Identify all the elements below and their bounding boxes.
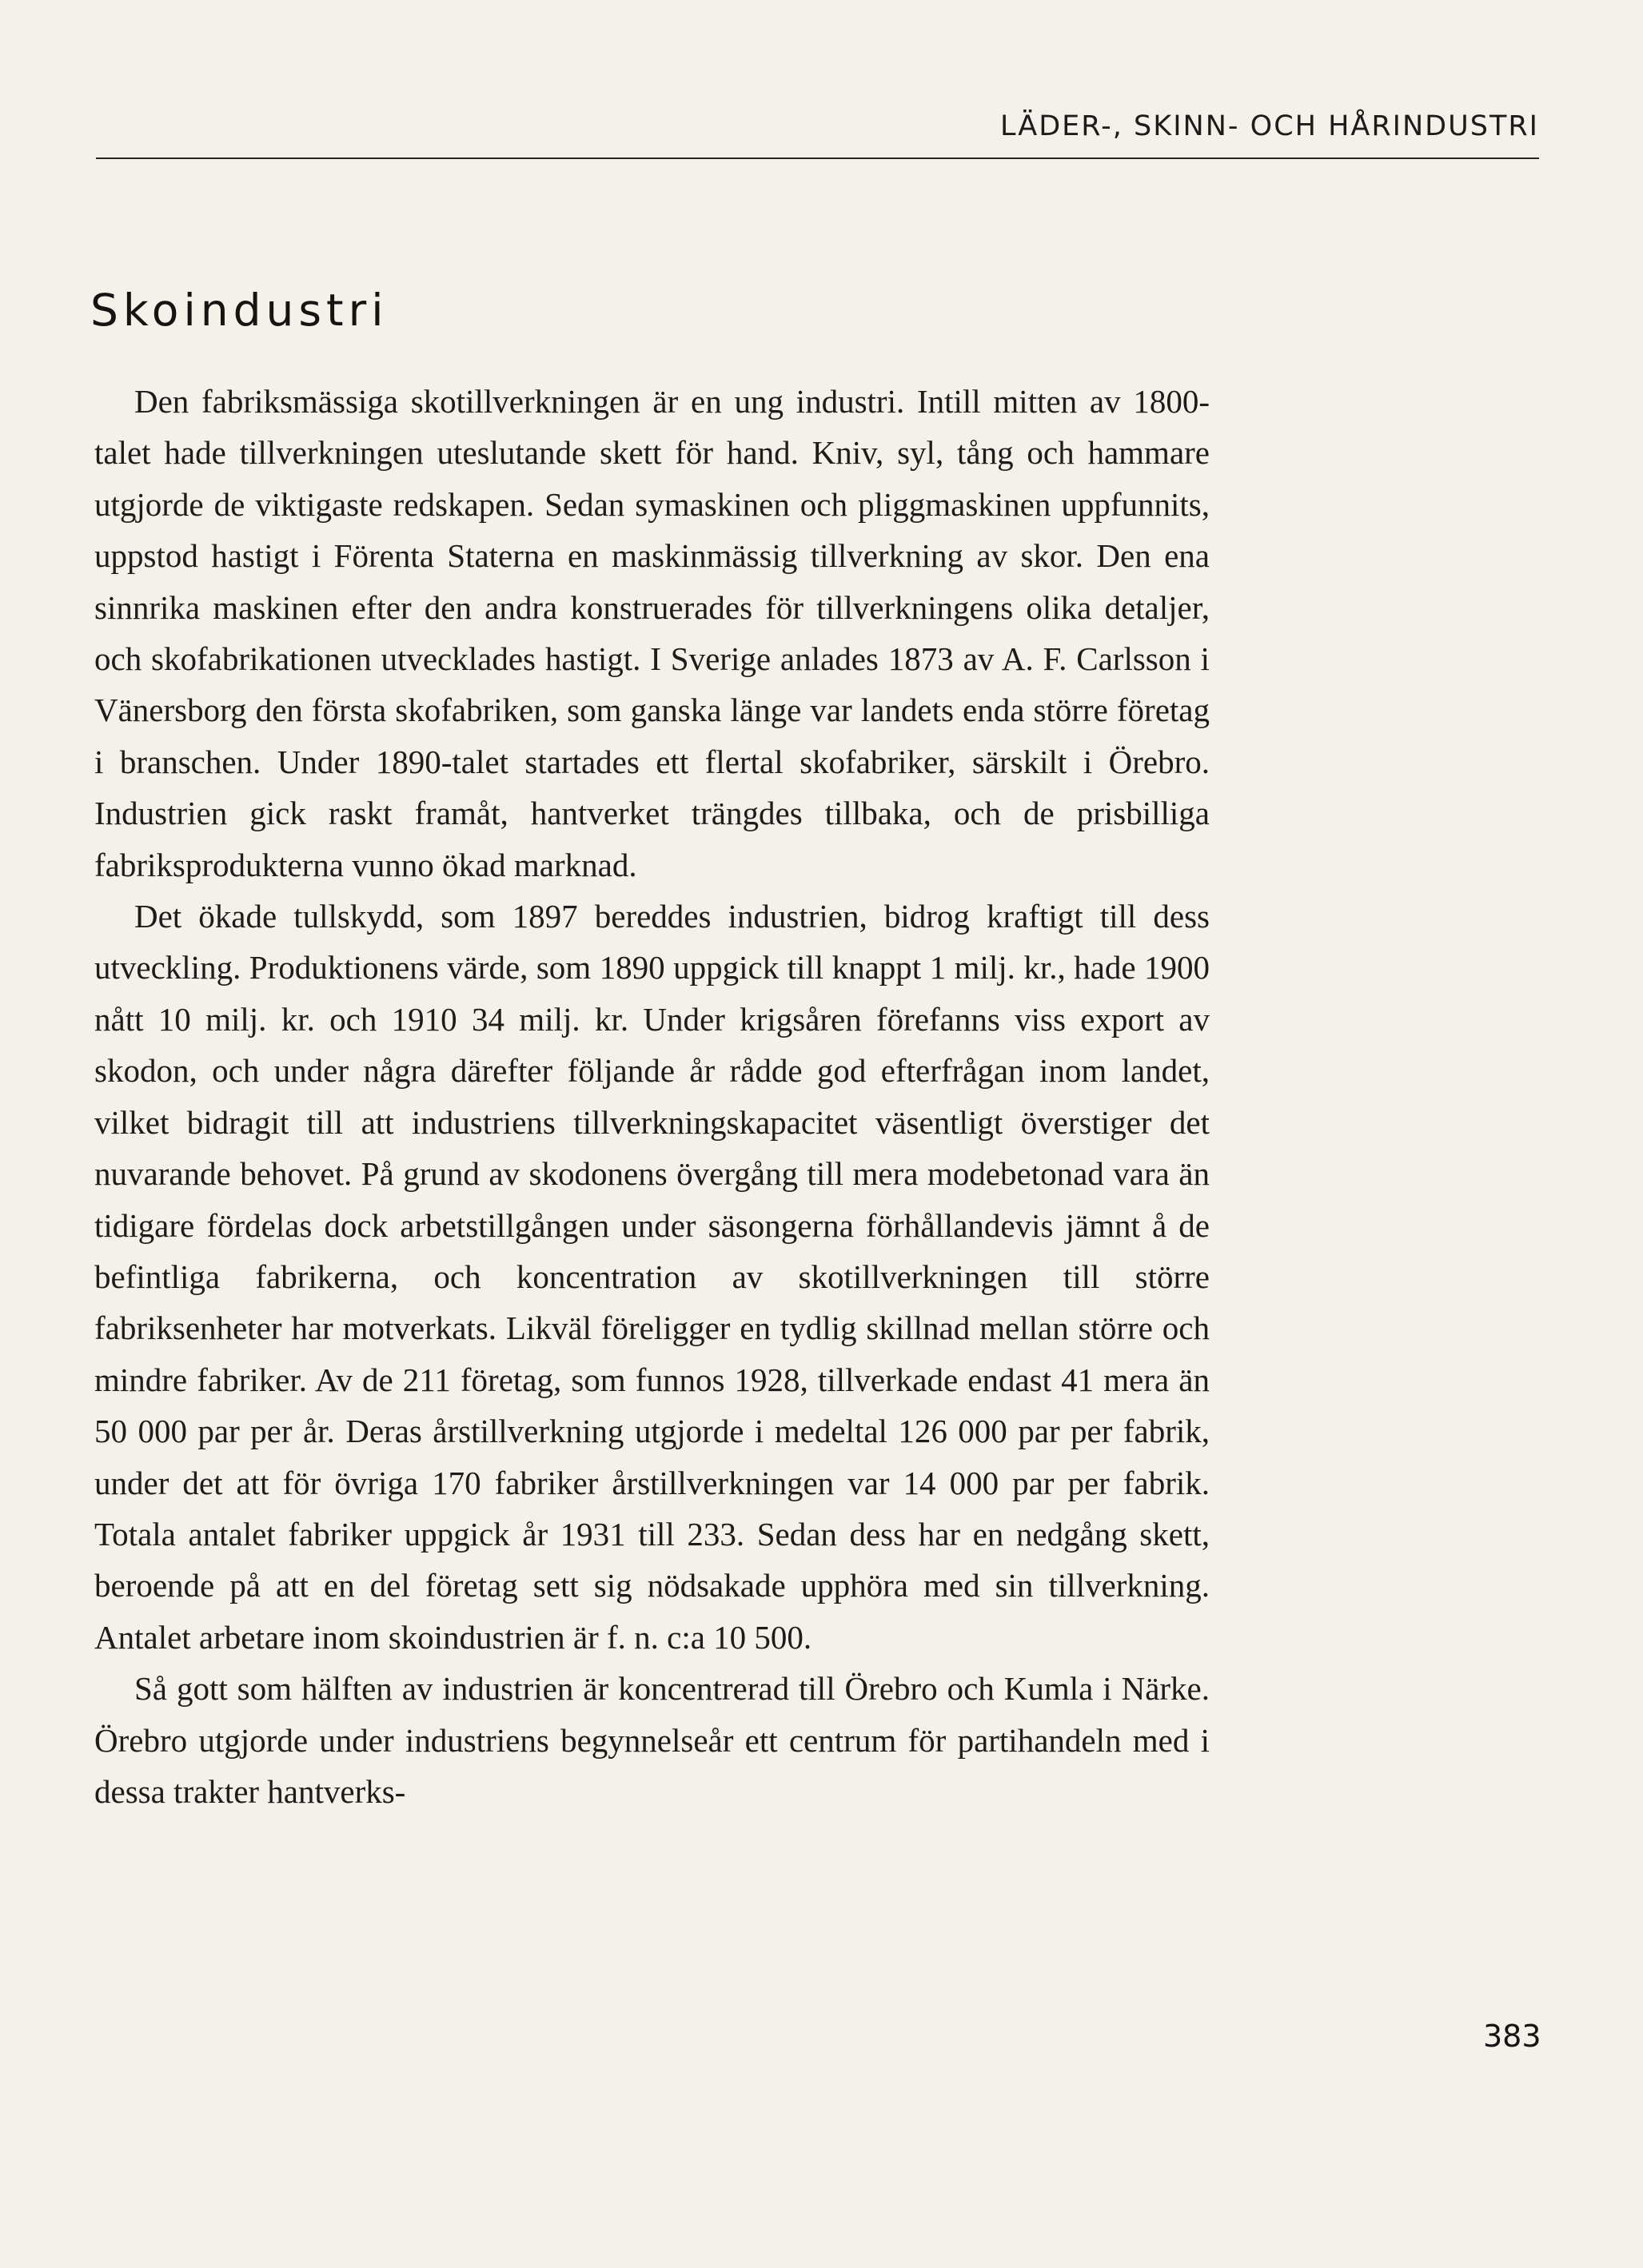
paragraph-3: Så gott som hälften av industrien är koncentrerad till Örebro och Kumla i Närke. Örebro utgjorde under industriens begynnelseår ett centrum för partihandeln med i dessa trakter hantverks-: [94, 1670, 1210, 1810]
running-head: LÄDER-, SKINN- OCH HÅRINDUSTRI: [999, 110, 1539, 142]
page-number: 383: [1483, 2019, 1541, 2054]
paragraph-1: Den fabriksmässiga skotillverkningen är en ung industri. Intill mitten av 1800-talet hade tillverkningen uteslutande skett för hand. Kniv, syl, tång och hammare utgjorde de viktigaste redskapen. Sedan symaskinen och pliggmaskinen uppfunnits, uppstod hastigt i Förenta Staterna en maskinmässig tillverkning av skor. Den ena sinnrika maskinen efter den andra konstruerades för tillverkningens olika detaljer, och skofabrikationen utvecklades hastigt. I Sverige anlades 1873 av A. F. Carlsson i Vänersborg den första skofabriken, som ganska länge var landets enda större företag i branschen. Under 1890-talet startades ett flertal skofabriker, särskilt i Örebro. Industrien gick raskt framåt, hantverket trängdes tillbaka, och de prisbilliga fabriksprodukterna vunno ökad marknad.: [94, 383, 1210, 883]
chapter-title: Skoindustri: [90, 285, 389, 336]
header-rule: [96, 157, 1539, 159]
body-text: [94, 376, 1210, 1817]
paragraph-2: Det ökade tullskydd, som 1897 bereddes industrien, bidrog kraftigt till dess utveckling. Produktionens värde, som 1890 uppgick till knappt 1 milj. kr., hade 1900 nått 10 milj. kr. och 1910 34 milj. kr. Under krigsåren förefanns viss export av skodon, och under några därefter följande år rådde god efterfrågan inom landet, vilket bidragit till att industriens tillverkningskapacitet väsentligt överstiger det nuvarande behovet. På grund av skodonens övergång till mera modebetonad vara än tidigare fördelas dock arbetstillgången under säsongerna förhållandevis jämnt å de befintliga fabrikerna, och koncentration av skotillverkningen till större fabriksenheter har motverkats. Likväl föreligger en tydlig skillnad mellan större och mindre fabriker. Av de 211 företag, som funnos 1928, tillverkade endast 41 mera än 50 000 par per år. Deras årstillverkning utgjorde i medeltal 126 000 par per fabrik, under det att för övriga 170 fabriker årstillverkningen var 14 000 par per fabrik. Totala antalet fabriker uppgick år 1931 till 233. Sedan dess har en nedgång skett, beroende på att en del företag sett sig nödsakade upphöra med sin tillverkning. Antalet arbetare inom skoindustrien är f. n. c:a 10 500.: [94, 898, 1210, 1656]
